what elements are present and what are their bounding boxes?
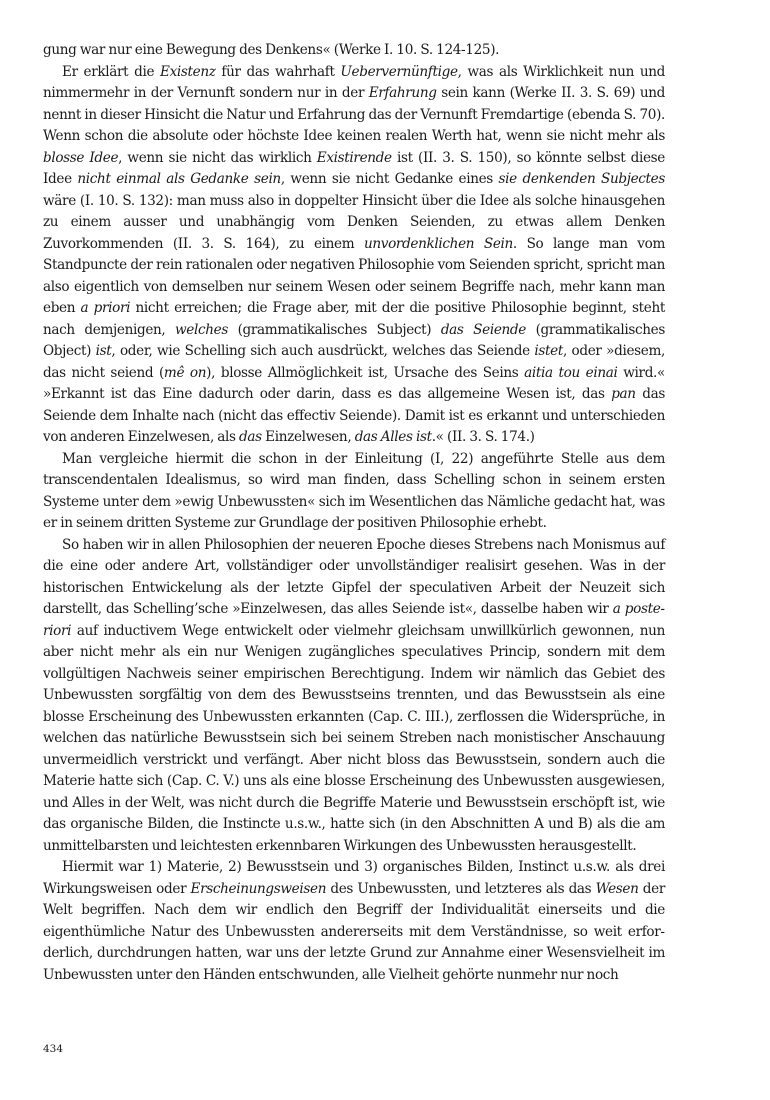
text-run: , was als Wirklichkeit nun und nimmermehr in der Vernunft sondern nur in der — [43, 63, 665, 101]
italic-run: welches — [175, 321, 228, 338]
text-run: Man vergleiche hiermit die schon in der Einleitung (I, 22) angeführte Stelle aus dem transcendentalen Idealismus, so wird man finden, dass Schelling schon in seinem ersten Systeme unter dem »ewig Unbewussten« sich im Wesentlichen das Nämliche gedacht hat, was er in seinem dritten Systeme zur Grundlage der positiven Philosophie erhebt. — [43, 450, 665, 531]
italic-run: pan — [611, 386, 636, 402]
italic-run: das — [239, 429, 262, 445]
italic-run: Wesen — [595, 880, 639, 897]
italic-run: Erscheinungsweisen — [190, 880, 327, 897]
text-run: gung war nur eine Bewegung des Denkens« (Werke I. 10. S. 124-125). — [43, 42, 500, 58]
text-run: , oder »diesem, das nicht seiend ( — [43, 343, 665, 381]
text-run: nicht erreichen; die Frage aber, mit der die positive Philosophie beginnt, steht nach demjenigen, — [43, 300, 665, 338]
text-run: wäre (I. 10. S. 132): man muss also in doppelter Hinsicht über die Idee als solche hinausgehen zu einem ausser und unabhängig vom Denken Seienden, zu etwas allem Denken Zuvorkommenden (II. 3. S. 164), zu einem — [43, 192, 665, 252]
text-run: des Unbewussten, und letzteres als das — [326, 880, 596, 897]
text-run: Hiermit war 1) Materie, 2) Bewusstsein und 3) organisches Bilden, Instinct u.s.w. als drei Wirkungsweisen oder — [43, 859, 665, 897]
text-run: So haben wir in allen Philosophien der neueren Epoche dieses Strebens nach Monismus auf die eine oder andere Art, vollständiger oder unvollständiger realisirt gesehen. Was in der historischen Entwickelung als der letzte Gipfel der speculativen Arbeit der Neuzeit sich darstellt, das Schelling’sche »Einzelwesen, das alles Seiende ist«, dasselbe haben wir — [43, 536, 665, 617]
paragraph — [43, 40, 665, 62]
italic-run: unvordenklichen Sein — [363, 235, 513, 252]
italic-run: a priori — [80, 300, 131, 316]
italic-run: blosse Idee — [43, 149, 119, 166]
italic-run: mê on — [163, 364, 207, 381]
italic-run: das Alles ist — [354, 429, 432, 445]
italic-run: das Seiende — [440, 321, 526, 338]
text-run: (grammatikalisches Object) — [43, 321, 665, 359]
italic-run: Existenz — [160, 63, 216, 80]
italic-run: a posteriori — [43, 601, 665, 639]
text-run: der Welt begriffen. Nach dem wir endlich den Begriff der Individualität einerseits und die eigenthümliche Natur des Unbewussten andererseits mit dem Verständnisse, so weit erforderlich, durchdrungen hatten, war uns der letzte Grund zur Annahme einer Wesensvielheit im Unbewussten unter den Händen entschwunden, alle Vielheit gehörte nunmehr nur noch — [43, 880, 665, 983]
page-number: 434 — [43, 1043, 64, 1055]
italic-run: Existirende — [316, 149, 392, 166]
italic-run: nicht einmal als Gedanke sein — [77, 171, 281, 187]
text-run: ), blosse Allmöglichkeit ist, Ursache des Seins — [206, 364, 525, 381]
text-run: das Seiende dem Inhalte nach (nicht das effectiv Seiende). Damit ist es erkannt und unterschieden von anderen Einzelwesen, als — [43, 386, 665, 445]
text-run: Einzelwesen, — [261, 429, 355, 445]
text-run: .« (II. 3. S. 174.) — [431, 429, 535, 445]
text-run: (grammatikalisches Subject) — [227, 321, 441, 338]
italic-run: Erfahrung — [368, 85, 437, 101]
text-run: , wenn sie nicht das wirklich — [118, 149, 317, 166]
text-run: , oder, wie Schelling sich auch ausdrückt, welches das Seiende — [111, 343, 535, 359]
paragraph — [43, 62, 665, 449]
italic-run: ist — [95, 343, 112, 359]
text-run: für das wahrhaft — [215, 63, 341, 80]
paragraph — [43, 535, 665, 858]
text-run: ist (II. 3. S. 150), so könnte selbst diese Idee — [43, 149, 665, 187]
italic-run: aitia tou einai — [524, 364, 618, 381]
text-run: Er erklärt die — [62, 63, 161, 80]
text-run: sein kann (Werke II. 3. S. 69) und nennt in dieser Hinsicht die Natur und Erfahrung das der Vernunft Fremdartige (ebenda S. 70). Wenn schon die absolute oder höchste Idee keinen realen Werth hat, wenn sie nicht mehr als — [43, 85, 665, 144]
italic-run: istet — [534, 343, 563, 359]
paragraph — [43, 857, 665, 986]
text-run: wird.« »Erkannt ist das Eine dadurch oder darin, dass es das allgemeine Wesen ist, das — [43, 364, 665, 402]
page-body — [43, 40, 665, 986]
paragraph — [43, 449, 665, 535]
text-run: . So lange man vom Standpuncte der rein rationalen oder negativen Philosophie vom Seienden spricht, spricht man also eigentlich von demselben nur seinem Wesen oder seinem Begriffe nach, mehr kann man eben — [43, 235, 665, 316]
text-run: , wenn sie nicht Gedanke eines — [280, 171, 499, 187]
italic-run: sie denkenden Subjectes — [498, 171, 665, 187]
italic-run: Uebervernünftige — [340, 63, 458, 80]
text-run: auf inductivem Wege entwickelt oder vielmehr gleichsam unwillkürlich gewonnen, nun aber nicht mehr als ein nur Wenigen zugängliches speculatives Princip, sondern mit dem vollgültigen Nachweis seiner empirischen Berechtigung. Indem wir nämlich das Gebiet des Unbewussten sorgfältig von dem des Bewusstseins trennten, und das Bewusstsein als eine blosse Erscheinung des Unbewussten erkannten (Cap. C. III.), zerflossen die Widersprüche, in welchen das natürliche Bewusstsein sich bei seinem Streben nach monistischer Anschauung unvermeidlich verstrickt und verfängt. Aber nicht bloss das Bewusstsein, sondern auch die Materie hatte sich (Cap. C. V.) uns als eine blosse Erscheinung des Unbewussten ausgewiesen, und Alles in der Welt, was nicht durch die Begriffe Materie und Bewusstsein erschöpft ist, wie das organische Bilden, die Instincte u.s.w., hatte sich (in den Abschnitten A und B) als die am unmittelbarsten und leichtesten erkennbaren Wirkungen des Unbewussten herausgestellt. — [43, 622, 665, 854]
